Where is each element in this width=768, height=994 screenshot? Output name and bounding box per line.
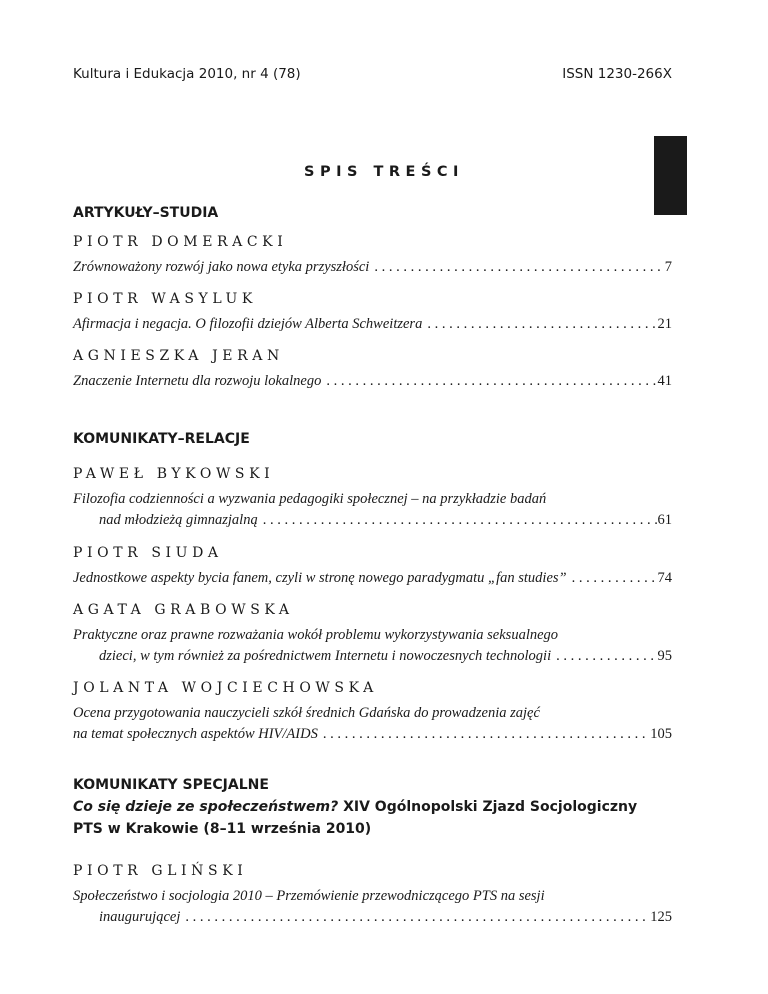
toc-entry[interactable] [73,568,672,589]
section-heading-special-title: KOMUNIKATY SPECJALNE [73,777,269,793]
entry-author: PIOTR DOMERACKI [73,234,288,250]
entry-title: Praktyczne oraz prawne rozważania wokół problemu wykorzystywania seksualnego [73,627,559,643]
entry-title-line [73,886,672,907]
dot-leader [551,646,657,667]
entry-title-line [73,703,672,724]
entry-title-line [73,510,672,531]
page-number: 105 [650,726,672,742]
entry-title-line [73,646,672,667]
toc-entry[interactable] [73,886,672,928]
section-subheading-line2: PTS w Krakowie (8–11 września 2010) [73,821,372,837]
entry-title-line [73,314,672,335]
page-title: SPIS TREŚCI [304,164,464,180]
entry-title-line [73,724,672,745]
page-number: 74 [657,570,672,586]
entry-title-line [73,568,672,589]
entry-title: Filozofia codzienności a wyzwania pedagogiki społecznej – na przykładzie badań [73,491,547,507]
dot-leader [318,724,650,745]
dot-leader [567,568,658,589]
page-number: 125 [650,909,672,925]
entry-title: Ocena przygotowania nauczycieli szkół średnich Gdańska do prowadzenia zajęć [73,705,540,721]
section-heading-articles: ARTYKUŁY–STUDIA [73,205,219,221]
entry-title-line [73,371,672,392]
entry-author: AGNIESZKA JERAN [73,348,284,364]
dot-leader [422,314,657,335]
page-number: 61 [657,512,672,528]
entry-title-line [73,625,672,646]
page-number: 7 [664,259,672,275]
entry-title-line [73,489,672,510]
entry-author: PIOTR SIUDA [73,545,223,561]
entry-title-continued: dzieci, w tym również za pośrednictwem Internetu i nowoczesnych technologii [99,648,552,664]
entry-author: JOLANTA WOJCIECHOWSKA [73,680,378,696]
entry-title: Zrównoważony rozwój jako nowa etyka przyszłości [73,259,370,275]
entry-title-line [73,907,672,928]
dot-leader [321,371,657,392]
section-heading-reports: KOMUNIKATY–RELACJE [73,431,250,447]
toc-entry[interactable] [73,703,672,745]
entry-author: PIOTR GLIŃSKI [73,863,248,879]
section-subheading-rest: XIV Ogólnopolski Zjazd Socjologiczny [338,799,638,815]
section-subheading [73,796,637,818]
entry-title-continued: na temat społecznych aspektów HIV/AIDS [73,726,318,742]
toc-entry[interactable] [73,489,672,531]
dot-leader [180,907,650,928]
section-heading-special [73,774,637,840]
dot-leader [258,510,658,531]
entry-title: Społeczeństwo i socjologia 2010 – Przemówienie przewodniczącego PTS na sesji [73,888,545,904]
toc-entry[interactable] [73,371,672,392]
page-number: 41 [657,373,672,389]
entry-author: AGATA GRABOWSKA [73,602,294,618]
page-number: 21 [657,316,672,332]
entry-title-continued: inaugurującej [99,909,181,925]
journal-title: Kultura i Edukacja 2010, nr 4 (78) [73,66,301,82]
page-number: 95 [657,648,672,664]
toc-entry[interactable] [73,625,672,667]
entry-title-continued: nad młodzieżą gimnazjalną [99,512,258,528]
dot-leader [369,257,664,278]
issn-number: ISSN 1230-266X [562,66,672,82]
entry-title: Znaczenie Internetu dla rozwoju lokalnego [73,373,322,389]
entry-title: Afirmacja i negacja. O filozofii dziejów Alberta Schweitzera [73,316,423,332]
entry-title: Jednostkowe aspekty bycia fanem, czyli w stronę nowego paradygmatu „fan studies” [73,570,567,586]
toc-entry[interactable] [73,257,672,278]
toc-entry[interactable] [73,314,672,335]
section-subheading-italic: Co się dzieje ze społeczeństwem? [73,799,339,815]
entry-title-line [73,257,672,278]
entry-author: PAWEŁ BYKOWSKI [73,466,275,482]
entry-author: PIOTR WASYLUK [73,291,257,307]
